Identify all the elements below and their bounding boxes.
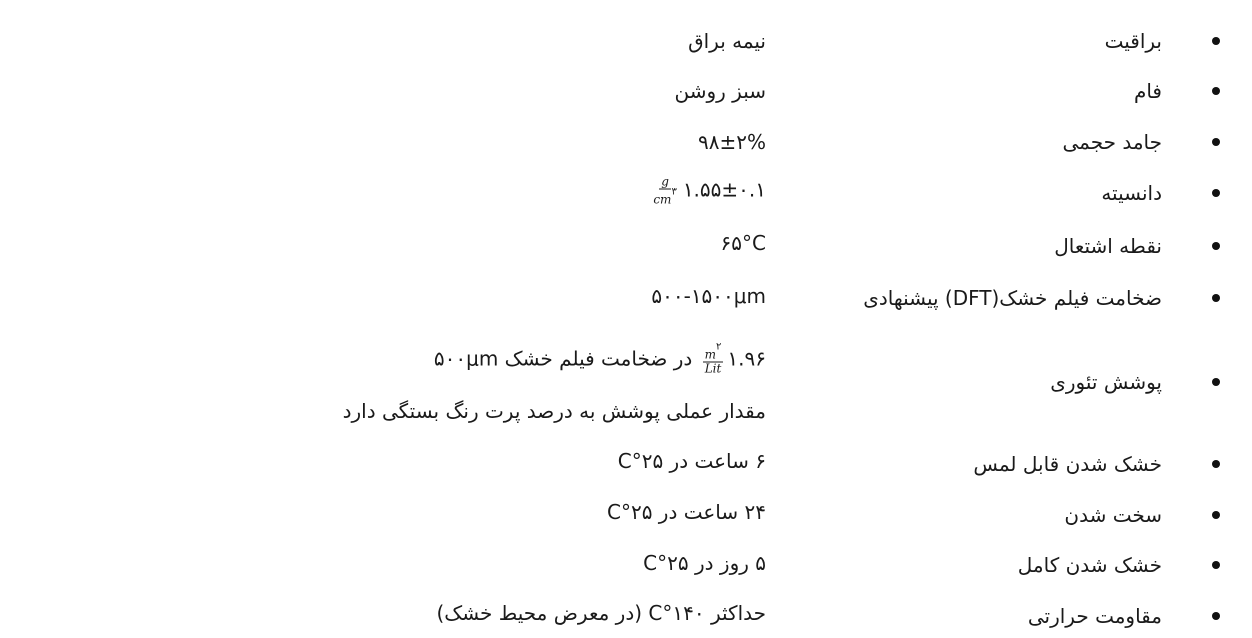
coverage-condition: در ضخامت فیلم خشک ۵۰۰μm xyxy=(433,346,693,371)
spec-value: ۶۵°C xyxy=(720,231,766,255)
spec-label: مقاومت حرارتی xyxy=(1027,604,1162,628)
unit-exponent: ۲ xyxy=(716,341,722,353)
spec-value: ۶ ساعت در ۲۵°C xyxy=(617,449,766,473)
unit-denominator: Lit xyxy=(704,361,722,376)
unit-exponent: ۳ xyxy=(671,186,677,198)
spec-label: نقطه اشتعال xyxy=(1054,234,1162,258)
spec-label: دانسیته xyxy=(1101,181,1162,205)
bullet-icon xyxy=(1212,138,1220,146)
bullet-icon xyxy=(1212,561,1220,569)
unit-denominator xyxy=(651,186,678,207)
spec-value xyxy=(647,176,766,207)
spec-label: فام xyxy=(1133,79,1162,103)
spec-value: حداکثر ۱۴۰°C (در معرض محیط خشک) xyxy=(436,601,766,625)
bullet-icon xyxy=(1212,242,1220,250)
unit-numerator: g xyxy=(661,174,669,189)
bullet-icon xyxy=(1212,294,1220,302)
coverage-note: مقدار عملی پوشش به درصد پرت رنگ بستگی دارد xyxy=(342,399,766,423)
bullet-icon xyxy=(1212,378,1220,386)
bullet-icon xyxy=(1212,612,1220,620)
spec-value: سبز روشن xyxy=(674,79,766,103)
coverage-value: ۱.۹۶ xyxy=(727,346,766,371)
density-value: ۱.۵۵±۰.۱ xyxy=(682,177,766,202)
spec-label: جامد حجمی xyxy=(1062,130,1162,154)
spec-label: خشک شدن قابل لمس xyxy=(973,452,1162,476)
bullet-icon xyxy=(1212,87,1220,95)
bullet-icon xyxy=(1212,189,1220,197)
spec-label: سخت شدن xyxy=(1064,503,1162,527)
spec-value: ۵ روز در ۲۵°C xyxy=(643,551,766,575)
spec-label: ضخامت فیلم خشک(DFT) پیشنهادی xyxy=(863,286,1162,310)
spec-label: خشک شدن کامل xyxy=(1017,553,1162,577)
spec-label: پوشش تئوری xyxy=(1050,370,1162,394)
spec-value: ۹۸±۲% xyxy=(698,130,766,154)
spec-value: ۲۴ ساعت در ۲۵°C xyxy=(607,500,766,524)
coverage-unit xyxy=(703,341,724,376)
spec-value: ۵۰۰-۱۵۰۰μm xyxy=(651,284,766,308)
unit-denominator-text: cm xyxy=(653,192,672,207)
bullet-icon xyxy=(1212,460,1220,468)
spec-value: نیمه براق xyxy=(688,29,766,53)
density-unit xyxy=(651,176,678,207)
bullet-icon xyxy=(1212,37,1220,45)
spec-label: براقیت xyxy=(1104,29,1162,53)
unit-numerator xyxy=(703,341,724,363)
unit-numerator-text: m xyxy=(704,347,717,362)
spec-value xyxy=(433,341,766,376)
bullet-icon xyxy=(1212,511,1220,519)
